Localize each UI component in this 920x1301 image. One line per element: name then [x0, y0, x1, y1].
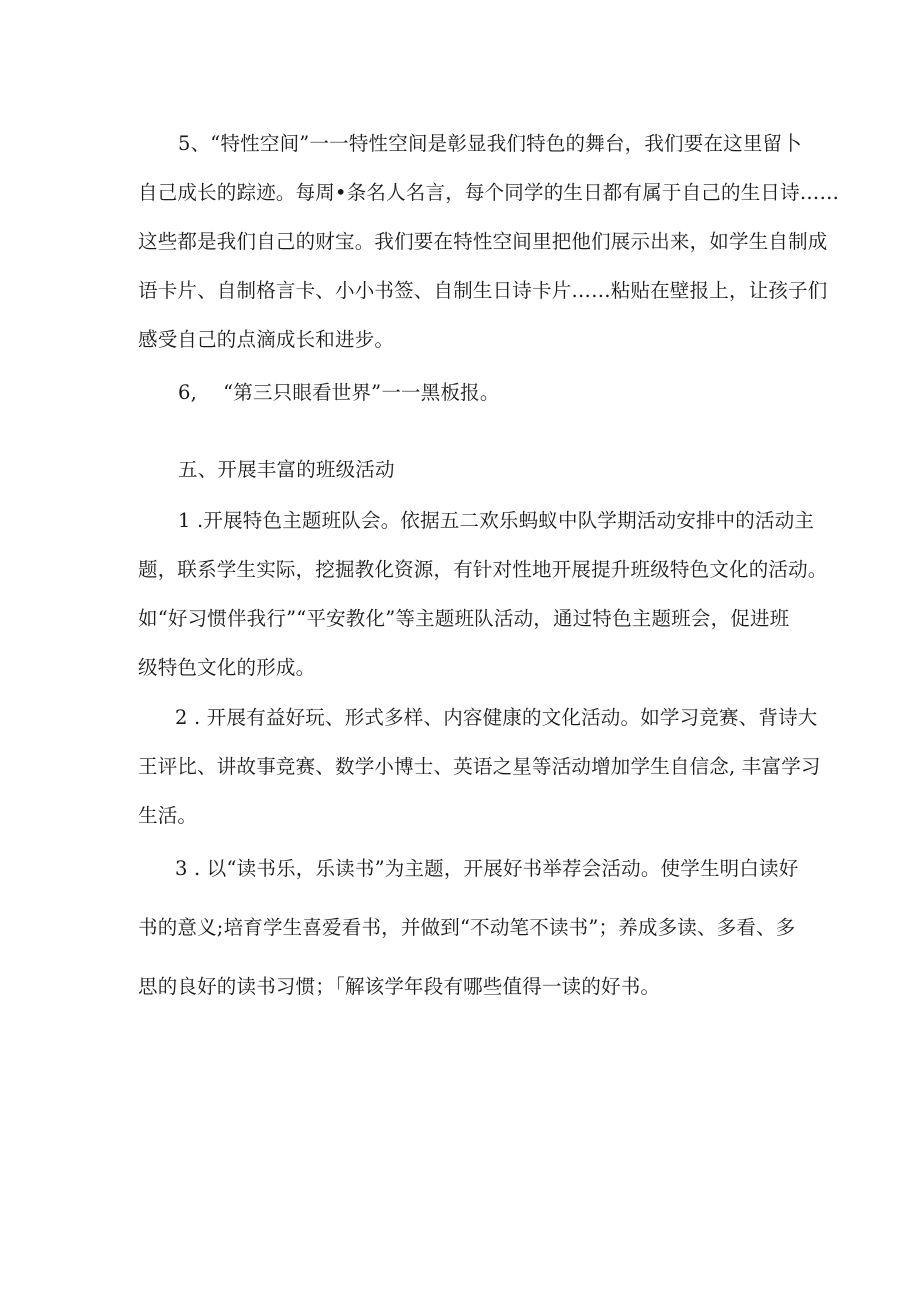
item-3-line-3: 思的良好的读书习惯；「解该学年段有哪些值得一读的好书。: [138, 975, 661, 998]
item-3-line-1: 3 . 以“读书乐，乐读书”为主题，开展好书举荐会活动。使学生明白读好: [175, 857, 799, 880]
item-2-line-1: 2 . 开展有益好玩、形式多样、内容健康的文化活动。如学习竞赛、背诗大: [175, 706, 818, 729]
item-1-line-3: 如“好习惯伴我行”“平安教化”等主题班队活动，通过特色主题班会，促进班: [138, 607, 790, 630]
item-2-line-2: 王评比、讲故事竞赛、数学小博士、英语之星等活动增加学生自信念, 丰富学习: [138, 755, 821, 778]
item-2-line-3: 生活。: [138, 804, 198, 827]
paragraph-5-line-5: 感受自己的点滴成长和进步。: [138, 328, 395, 351]
paragraph-5-line-1: 5、“特性空间”一一特性空间是彰显我们特色的舞台，我们要在这里留卜: [178, 132, 802, 155]
item-3-line-2: 书的意义;培育学生喜爱看书，并做到“不动笔不读书”；养成多读、多看、多: [138, 916, 796, 939]
item-1-line-1: 1 .开展特色主题班队会。依据五二欢乐蚂蚁中队学期活动安排中的活动主: [178, 509, 815, 532]
paragraph-5-line-3: 这些都是我们自己的财宝。我们要在特性空间里把他们展示出来，如学生自制成: [138, 230, 828, 253]
paragraph-5-line-4: 语卡片、自制格言卡、小小书签、自制生日诗卡片……粘贴在壁报上，让孩子们: [138, 279, 828, 302]
item-1-line-2: 题，联系学生实际，挖掘教化资源，有针对性地开展提升班级特色文化的活动。: [138, 558, 828, 581]
paragraph-5-line-2: 自己成长的踪迹。每周•条名人名言，每个同学的生日都有属于自己的生日诗……: [138, 181, 840, 204]
section-heading-5: 五、开展丰富的班级活动: [178, 458, 395, 481]
paragraph-6-line-1: 6, “第三只眼看世界”一一黑板报。: [178, 381, 500, 404]
item-1-line-4: 级特色文化的形成。: [138, 656, 316, 679]
